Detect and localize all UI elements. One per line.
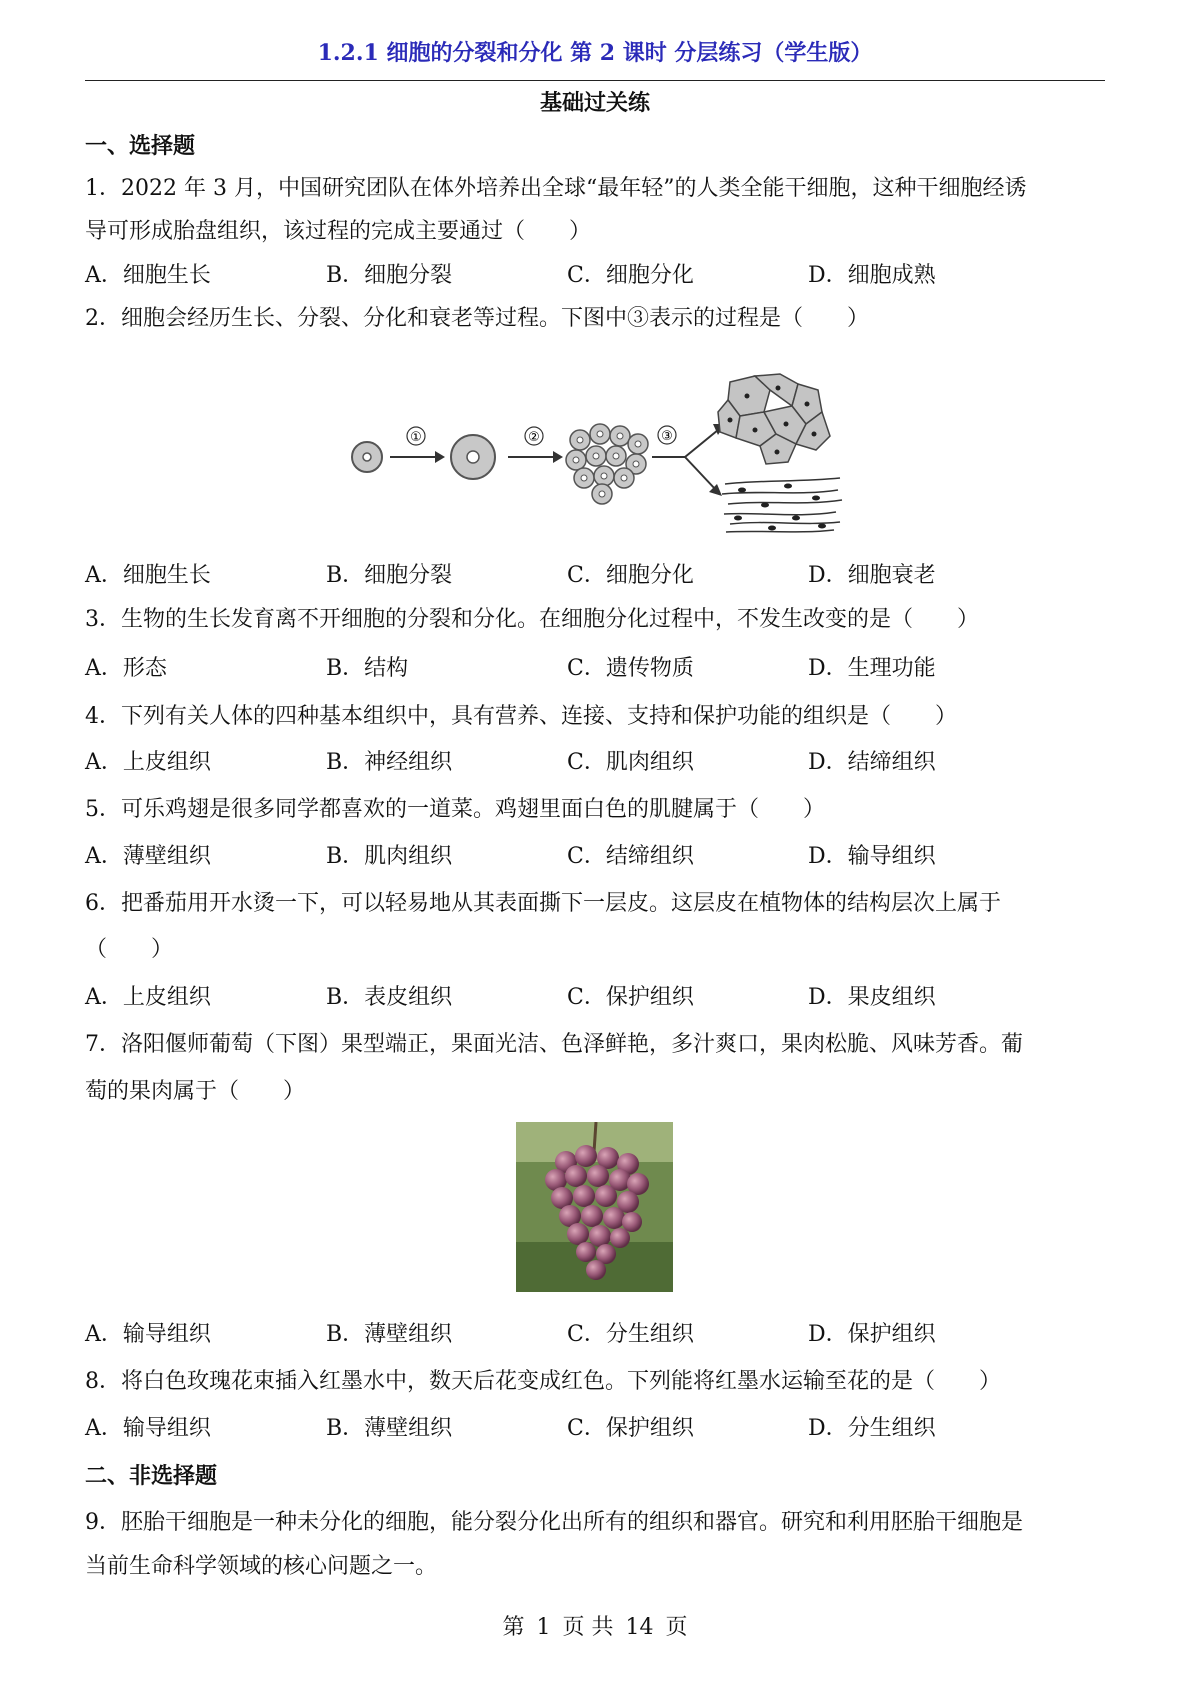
option-c: C．肌肉组织 xyxy=(567,750,694,775)
option-a: A．输导组织 xyxy=(85,1322,211,1347)
footer-page-number: 1 xyxy=(536,1615,551,1640)
option-b: B．薄壁组织 xyxy=(326,1416,453,1441)
epithelial-tissue xyxy=(718,374,830,464)
option-d: D．细胞衰老 xyxy=(808,563,936,588)
option-b: B．肌肉组织 xyxy=(326,844,453,869)
question-9-line-2: 当前生命科学领域的核心问题之一。 xyxy=(85,1554,438,1579)
option-c: C．细胞分化 xyxy=(567,263,694,288)
page-footer xyxy=(0,1610,1190,1641)
question-1-options xyxy=(85,261,1105,291)
arrow-2-head xyxy=(553,451,563,463)
step-1-label: ① xyxy=(410,430,422,445)
question-7-line-2: 萄的果肉属于（ ） xyxy=(85,1079,306,1104)
option-b: B．薄壁组织 xyxy=(326,1322,453,1347)
option-a: A．输导组织 xyxy=(85,1416,211,1441)
question-4-line-1: 4．下列有关人体的四种基本组织中，具有营养、连接、支持和保护功能的组织是（ ） xyxy=(85,704,958,729)
option-b: B．细胞分裂 xyxy=(326,263,453,288)
question-4-options xyxy=(85,748,1105,778)
document-title: 1.2.1 细胞的分裂和分化 第 2 课时 分层练习（学生版） xyxy=(317,40,873,66)
option-b: B．细胞分裂 xyxy=(326,563,453,588)
question-8-options xyxy=(85,1414,1105,1444)
question-3-line-1: 3．生物的生长发育离不开细胞的分裂和分化。在细胞分化过程中，不发生改变的是（ ） xyxy=(85,607,980,632)
option-b: B．神经组织 xyxy=(326,750,453,775)
question-2-line-1: 2．细胞会经历生长、分裂、分化和衰老等过程。下图中③表示的过程是（ ） xyxy=(85,306,869,331)
option-d: D．结缔组织 xyxy=(808,750,936,775)
option-a: A．形态 xyxy=(85,656,167,681)
arrow-1-head xyxy=(435,451,445,463)
option-a: A．上皮组织 xyxy=(85,750,211,775)
grape-stem xyxy=(594,1122,596,1152)
option-a: A．薄壁组织 xyxy=(85,844,211,869)
grown-cell-nucleus xyxy=(467,451,479,463)
question-8-line-1: 8．将白色玫瑰花束插入红墨水中，数天后花变成红色。下列能将红墨水运输至花的是（ ） xyxy=(85,1369,1002,1394)
option-d: D．保护组织 xyxy=(808,1322,936,1347)
grape-photo xyxy=(516,1122,673,1292)
option-c: C．分生组织 xyxy=(567,1322,694,1347)
option-a: A．上皮组织 xyxy=(85,985,211,1010)
question-6-options xyxy=(85,983,1105,1013)
footer-middle: 页 共 xyxy=(562,1615,614,1640)
question-6-line-1: 6．把番茄用开水烫一下，可以轻易地从其表面撕下一层皮。这层皮在植物体的结构层次上属于 xyxy=(85,891,1002,916)
question-5-line-1: 5．可乐鸡翅是很多同学都喜欢的一道菜。鸡翅里面白色的肌腱属于（ ） xyxy=(85,797,825,822)
option-a: A．细胞生长 xyxy=(85,563,211,588)
option-d: D．细胞成熟 xyxy=(808,263,936,288)
step-3-label: ③ xyxy=(661,429,673,444)
option-d: D．果皮组织 xyxy=(808,985,936,1010)
step-2-label: ② xyxy=(528,430,540,445)
small-cell-nucleus xyxy=(363,453,371,461)
option-c: C．细胞分化 xyxy=(567,563,694,588)
footer-total-pages: 14 xyxy=(625,1615,654,1640)
question-9-line-1: 9．胚胎干细胞是一种未分化的细胞，能分裂分化出所有的组织和器官。研究和利用胚胎干细胞是 xyxy=(85,1510,1024,1535)
footer-suffix: 页 xyxy=(665,1615,688,1640)
question-1-line-2: 导可形成胎盘组织，该过程的完成主要通过（ ） xyxy=(85,219,592,244)
section-title: 基础过关练 xyxy=(539,90,650,116)
question-6-line-2: （ ） xyxy=(85,937,174,962)
question-5-options xyxy=(85,842,1105,872)
arrow-3-upper xyxy=(685,430,718,457)
page-header xyxy=(85,30,1105,81)
arrow-3-lower xyxy=(685,457,716,490)
footer-prefix: 第 xyxy=(502,1615,525,1640)
question-3-options xyxy=(85,654,1105,684)
question-7-options xyxy=(85,1320,1105,1350)
part-heading-nonchoice: 二、非选择题 xyxy=(85,1463,218,1489)
option-a: A．细胞生长 xyxy=(85,263,211,288)
question-2-options xyxy=(85,561,1105,591)
option-d: D．生理功能 xyxy=(808,656,936,681)
cell-process-diagram xyxy=(340,372,850,540)
question-7-line-1: 7．洛阳偃师葡萄（下图）果型端正，果面光洁、色泽鲜艳，多汁爽口，果肉松脆、风味芳香。葡 xyxy=(85,1032,1024,1057)
option-d: D．输导组织 xyxy=(808,844,936,869)
option-c: C．保护组织 xyxy=(567,1416,694,1441)
option-c: C．保护组织 xyxy=(567,985,694,1010)
option-c: C．结缔组织 xyxy=(567,844,694,869)
option-b: B．表皮组织 xyxy=(326,985,453,1010)
question-1-line-1: 1．2022 年 3 月，中国研究团队在体外培养出全球“最年轻”的人类全能干细胞，这种干细胞经诱 xyxy=(85,176,1027,201)
part-heading-choice: 一、选择题 xyxy=(85,133,196,159)
option-b: B．结构 xyxy=(326,656,409,681)
option-d: D．分生组织 xyxy=(808,1416,936,1441)
option-c: C．遗传物质 xyxy=(567,656,694,681)
